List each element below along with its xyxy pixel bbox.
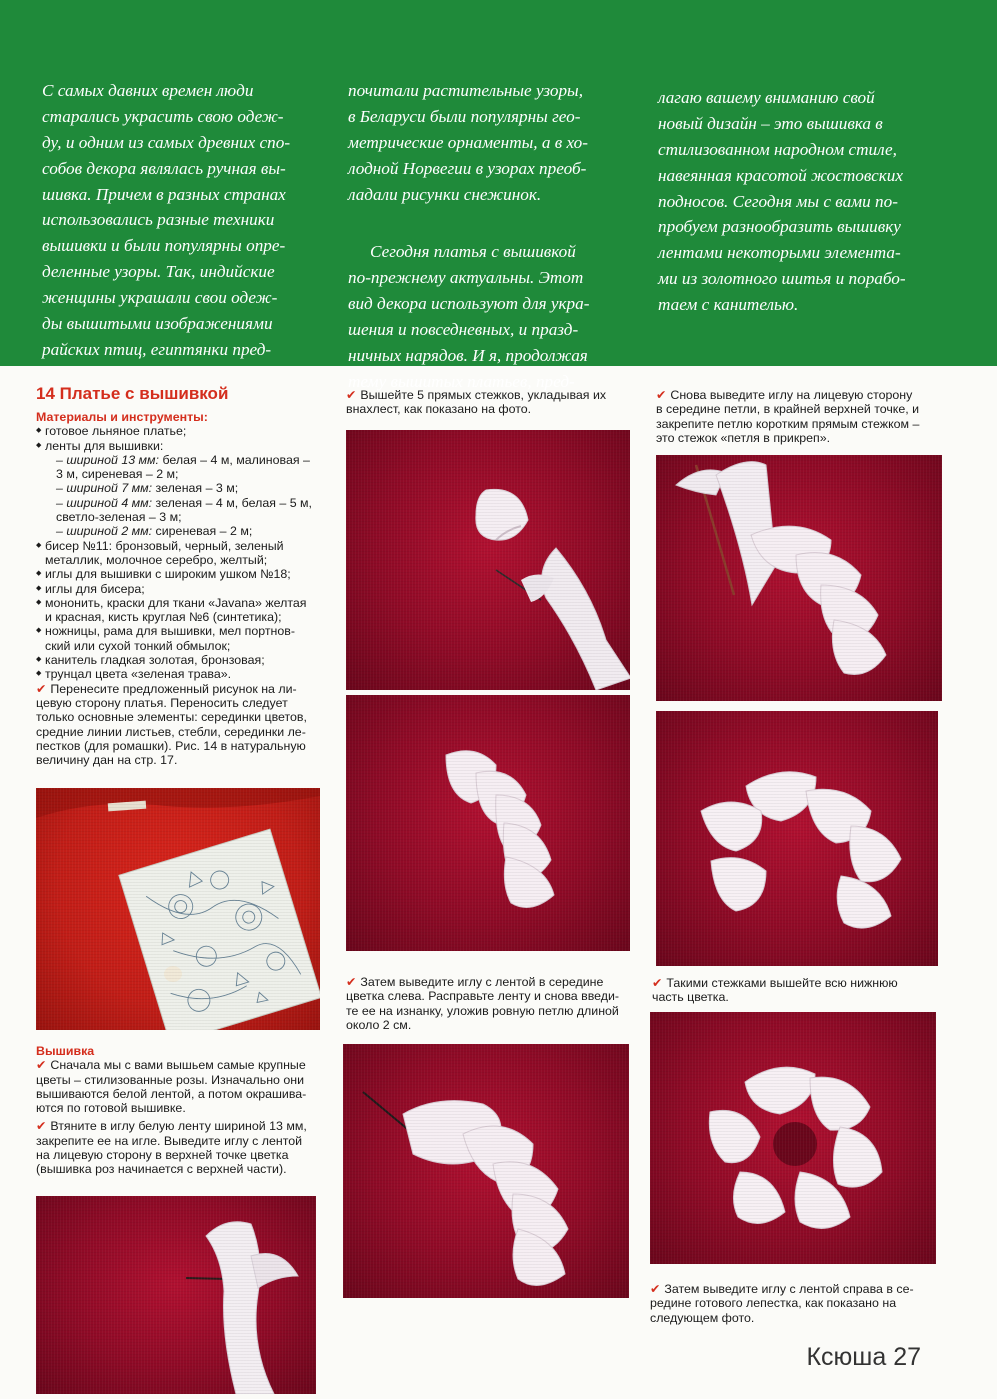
photo-step-again	[656, 455, 942, 701]
step-lower-text	[652, 976, 942, 1005]
intro-column-3	[658, 59, 948, 344]
check-icon: ✔	[652, 976, 663, 990]
embroidery-heading: Вышивка	[36, 1044, 95, 1058]
photo-step-ring	[650, 1012, 936, 1264]
ribbon-start-illustration	[36, 1196, 316, 1394]
step-lower	[652, 976, 942, 1005]
materials-item: ◆ трунцал цвета «зеленая трава».	[36, 667, 326, 681]
check-icon: ✔	[346, 975, 357, 989]
ribbon-width-label: – шириной 2 мм:	[56, 524, 153, 539]
step-text: Сначала мы с вами вышьем самые крупные цветы – стилизованные розы. Изначально они вышиваются белой лентой, а потом окрашива- ются по готовой вышивке.	[36, 1058, 307, 1116]
intro-paragraph: почитали растительные узоры, в Беларуси были популярны гео- метрические орнаменты, а в хо- лодной Норвегии в узорах преоб- ладали рисунки снежинок.	[348, 80, 589, 204]
photo-step-five	[346, 430, 630, 690]
step-five	[346, 388, 636, 417]
intro-paragraph: С самых давних времен люди старались украсить свою одеж- ду, и одним из самых древних спо- собов декора являлась ручная вы- шивка. Причем в разных странах использовались разные техники вышивки и были популярны опре- деленные узоры. Так, индийские женщины украшали свои одеж- ды вышитыми изображениями райских птиц, египтянки пред-	[42, 80, 291, 359]
page-footer	[806, 1343, 921, 1372]
magazine-name: Ксюша	[806, 1343, 887, 1371]
step-again-text	[656, 388, 946, 445]
step-text: Втяните в иглу белую ленту шириной 13 мм, закрепите ее на игле. Выведите иглу с лентой на лицевую сторону в верхней точке цветка (вышивка роз начинается с верхней части).	[36, 1119, 307, 1177]
loop-attach-illustration	[656, 455, 942, 701]
ribbon-width-label: – шириной 13 мм:	[56, 452, 159, 467]
lower-petals-illustration	[656, 711, 938, 966]
materials-item: ◆ ленты для вышивки:	[36, 439, 326, 453]
photo-step-thread	[36, 1196, 316, 1394]
materials-item: – шириной 2 мм: сиреневая – 2 м;	[56, 524, 253, 539]
project-title: 14 Платье с вышивкой	[36, 384, 229, 403]
loop-stitch-illustration	[343, 1044, 629, 1298]
pattern-sheet-illustration	[36, 788, 320, 1030]
materials-item: ◆ бисер №11: бронзовый, черный, зеленый металлик, молочное серебро, желтый;	[36, 539, 326, 568]
step-text: Затем выведите иглу с лентой справа в се- редине готового лепестка, как показано на следующем фото.	[650, 1282, 914, 1325]
photo-step-loop	[343, 1044, 629, 1298]
check-icon: ✔	[36, 1119, 47, 1134]
step-intro	[36, 1058, 326, 1115]
intro-column-1	[42, 52, 332, 389]
check-icon: ✔	[656, 388, 667, 402]
materials-item: – шириной 13 мм: белая – 4 м, малиновая – 3 м, сиреневая – 2 м;	[56, 452, 310, 482]
step-thread	[36, 1119, 326, 1176]
materials-item: – шириной 7 мм: зеленая – 3 м;	[56, 481, 239, 496]
materials-item: – шириной 4 мм: зеленая – 4 м, белая – 5 м, светло-зеленая – 3 м;	[56, 495, 312, 525]
petal-ring-illustration	[650, 1012, 936, 1264]
materials-item: ◆ иглы для бисера;	[36, 582, 326, 596]
check-icon: ✔	[36, 1058, 47, 1073]
photo-pattern-transfer	[36, 788, 320, 1030]
materials-item: ◆ мононить, краски для ткани «Javana» желтая и красная, кисть круглая №6 (синтетика);	[36, 596, 326, 625]
materials-item: ◆ готовое льняное платье;	[36, 424, 326, 438]
transfer-step	[36, 682, 326, 768]
materials-list	[36, 424, 326, 681]
step-text: Такими стежками вышейте всю нижнюю часть цветка.	[652, 976, 898, 1005]
photo-step-lower	[656, 711, 938, 966]
materials-item: ◆ ножницы, рама для вышивки, мел портнов- ский или сухой тонкий обмылок;	[36, 624, 326, 653]
page-number: 27	[893, 1343, 921, 1371]
step-text: Вышейте 5 прямых стежков, укладывая их внахлест, как показано на фото.	[346, 388, 607, 417]
step-again	[656, 388, 946, 445]
materials-heading: Материалы и инструменты:	[36, 410, 208, 424]
petal-arc-illustration	[346, 695, 630, 951]
step-loop	[346, 975, 636, 1032]
step-right	[650, 1282, 940, 1325]
materials-item: ◆ иглы для вышивки с широким ушком №18;	[36, 567, 326, 581]
intro-column-2	[348, 52, 638, 421]
materials-item: ◆ канитель гладкая золотая, бронзовая;	[36, 653, 326, 667]
ribbon-width-label: – шириной 4 мм:	[56, 495, 153, 510]
step-loop-text	[346, 975, 636, 1032]
step-text: Затем выведите иглу с лентой в середине цветка слева. Расправьте ленту и снова введи- те ее на изнанку, уложив ровную петлю длиной около 2 см.	[346, 975, 620, 1032]
five-stitches-illustration	[346, 430, 630, 690]
check-icon: ✔	[650, 1282, 661, 1296]
ribbon-width-label: – шириной 7 мм:	[56, 481, 153, 496]
embroidery-intro	[36, 1044, 326, 1177]
materials-column	[36, 384, 326, 767]
step-right-text	[650, 1282, 940, 1325]
step-text: Снова выведите иглу на лицевую сторону в середине петли, в крайней верхней точке, и закрепите петлю коротким прямым стежком – это стежок «петля в прикреп».	[656, 388, 920, 445]
step-text: Перенесите предложенный рисунок на ли- цевую сторону платья. Переносить следует только основные элементы: серединки цветов, средние линии листьев, стебли, серединки ле- пестков (для ромашки). Рис. 14 в натуральную величину дан на стр. 17.	[36, 681, 307, 768]
photo-step-five-result	[346, 695, 630, 951]
check-icon: ✔	[36, 681, 47, 696]
intro-band	[0, 0, 997, 391]
intro-paragraph: лагаю вашему вниманию свой новый дизайн – это вышивка в стилизованном народном стиле, навеянная красотой жостовских подносов. Сегодня мы с вами по- пробуем разнообразить вышивку лентами некоторыми элемента- ми из золотного шитья и порабо- таем с канителью.	[658, 87, 906, 315]
check-icon: ✔	[346, 388, 357, 402]
step-five-text	[346, 388, 636, 417]
intro-paragraph: Сегодня платья с вышивкой по-прежнему актуальны. Этот вид декора используют для укра- шения и повседневных, и празд- ничных нарядов. И я, продолжая тему вышитых платьев, пред-	[348, 242, 590, 391]
